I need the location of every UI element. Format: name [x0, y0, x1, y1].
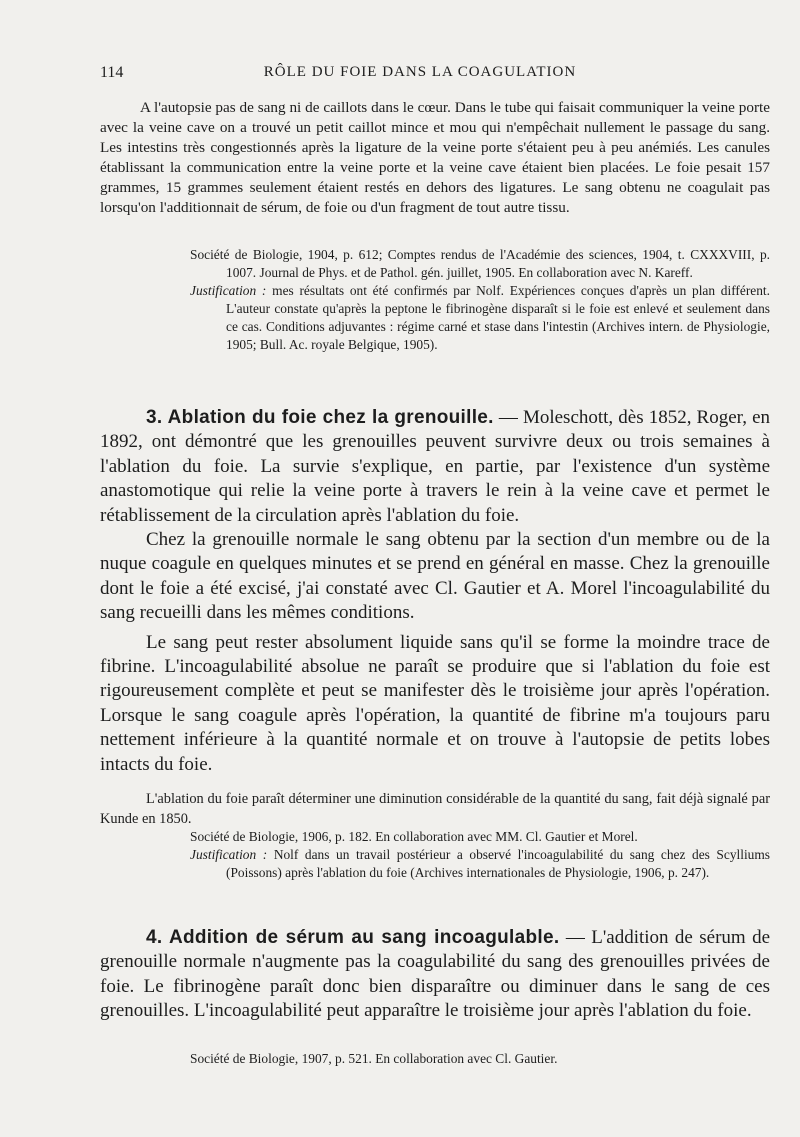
- intro-paragraph: A l'autopsie pas de sang ni de caillots dans le cœur. Dans le tube qui faisait communiquer la veine porte avec la veine cave on a trouvé un petit caillot mince et mou qui n'empêchait nullement le passage du sang. Les intestins très congestionnés après la ligature de la veine porte s'étaient peu à peu anémiés. Les canules établissant la communication entre la veine porte et la veine cave étaient bien placées. Le foie pesait 157 grammes, 15 grammes seulement étaient restés en dehors des ligatures. Le sang obtenu ne coagulait pas lorsqu'on l'additionnait de sérum, de foie ou d'un fragment de tout autre tissu.: [100, 99, 770, 216]
- reference-block-2: [190, 828, 770, 882]
- justification-text-1: mes résultats ont été confirmés par Nolf. Expériences conçues d'après un plan différent. L'auteur constate qu'après la peptone le fibrinogène disparaît si le foie est enlevé et seulement dans ce cas. Conditions adjuvantes : régime carné et stase dans l'intestin (Archives intern. de Physiologie, 1905; Bull. Ac. royale Belgique, 1905).: [226, 283, 770, 352]
- section-3-note: L'ablation du foie paraît déterminer une diminution considérable de la quantité du sang, fait déjà signalé par Kunde en 1850.: [100, 791, 770, 828]
- section-3-paragraph-2: Chez la grenouille normale le sang obtenu par la section d'un membre ou de la nuque coagule en quelques minutes et se prend en général en masse. Chez la grenouille dont le foie a été excisé, j'ai constaté avec Cl. Gautier et A. Morel l'incoagulabilité du sang recueilli dans les mêmes conditions.: [100, 529, 770, 624]
- page-number: 114: [100, 64, 124, 81]
- section-4-heading: 4. Addition de sérum au sang incoagulable.: [146, 927, 560, 948]
- section-3-paragraph-3: Le sang peut rester absolument liquide sans qu'il se forme la moindre trace de fibrine. L'incoagulabilité absolue ne paraît se produire que si l'ablation du foie est rigoureusement complète et peut se manifester dès le troisième jour après l'opération. Lorsque le sang coagule après l'opération, la quantité de fibrine m'a toujours paru nettement inférieure à la quantité normale et on trouve à l'autopsie de petits lobes intacts du foie.: [100, 631, 770, 775]
- reference-block-1: [190, 246, 770, 354]
- section-4-text: — L'addition de sérum de grenouille normale n'augmente pas la coagulabilité du sang des grenouilles privées de foie. Le fibrinogène paraît donc bien disparaître ou diminuer dans le sang de ces grenouilles. L'incoagulabilité peut apparaître le troisième jour après l'ablation du foie.: [100, 927, 771, 1022]
- reference-block-3: [190, 1050, 770, 1068]
- section-3-paragraph-1: [100, 406, 770, 528]
- section-4: [100, 926, 770, 1024]
- justification-1: [190, 282, 770, 354]
- running-title: RÔLE DU FOIE DANS LA COAGULATION: [263, 64, 577, 80]
- reference-citation-3: Société de Biologie, 1907, p. 521. En collaboration avec Cl. Gautier.: [190, 1051, 558, 1066]
- reference-citation-2: Société de Biologie, 1906, p. 182. En collaboration avec MM. Cl. Gautier et Morel.: [190, 829, 638, 844]
- section-3: [100, 406, 770, 829]
- section-4-paragraph-1: [100, 926, 770, 1024]
- section-3-heading: 3. Ablation du foie chez la grenouille.: [146, 407, 494, 428]
- intro-paragraph-block: [100, 98, 770, 218]
- justification-2: [190, 846, 770, 882]
- justification-label-1: Justification :: [190, 283, 267, 298]
- section-3-intro-text: — Moleschott, dès 1852, Roger, en 1892, ont démontré que les grenouilles peuvent survivre deux ou trois semaines à l'ablation du foie. La survie s'explique, en partie, par l'existence d'un système anastomotique qui relie la veine porte à travers le rein à la veine cave et permet le rétablissement de la circulation après l'ablation du foie.: [100, 407, 770, 526]
- page-header: [100, 64, 740, 88]
- justification-text-2: Nolf dans un travail postérieur a observé l'incoagulabilité du sang chez des Scylliums (Poissons) après l'ablation du foie (Archives internationales de Physiologie, 1906, p. 247).: [226, 847, 770, 880]
- reference-citation-1: Société de Biologie, 1904, p. 612; Comptes rendus de l'Académie des sciences, 1904, t. CXXXVIII, p. 1007. Journal de Phys. et de Pathol. gén. juillet, 1905. En collaboration avec N. Kareff.: [190, 247, 770, 280]
- justification-label-2: Justification :: [190, 847, 268, 862]
